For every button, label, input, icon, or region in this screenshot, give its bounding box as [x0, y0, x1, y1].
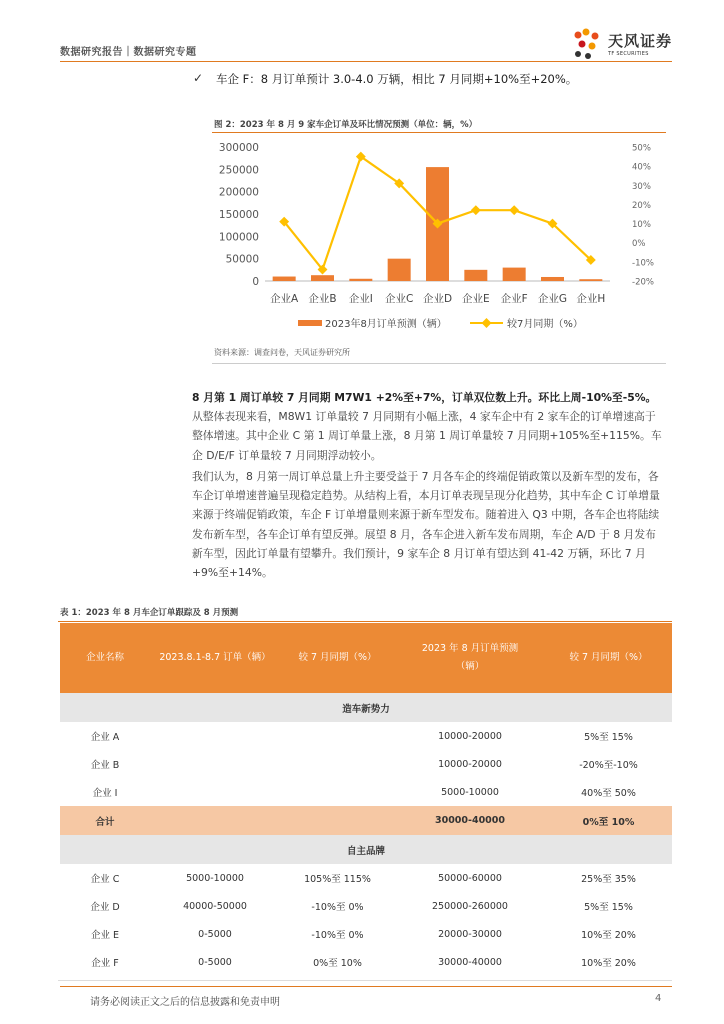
left-axis-tick-label: 50000 [225, 253, 259, 266]
cell: 10%至 20% [581, 930, 636, 941]
cell: 企业 A [90, 732, 120, 743]
table-row [60, 778, 672, 806]
left-axis-tick-label: 200000 [218, 186, 259, 199]
left-axis-tick-label: 0 [252, 276, 259, 288]
bar [503, 268, 526, 281]
table-title: 表 1：2023 年 8 月车企订单跟踪及 8 月预测 [60, 608, 239, 618]
cell: 合计 [60, 806, 150, 835]
cell: 40%至 50% [581, 788, 636, 799]
cell: 105%至 115% [304, 874, 371, 885]
cell: 50000-60000 [438, 872, 502, 884]
cell: -10%至 0% [311, 902, 364, 913]
right-axis-tick-label: 0% [632, 239, 646, 250]
cell: 0-5000 [198, 928, 232, 940]
header-cell: 企业名称 [60, 623, 150, 693]
category-label: 企业D [422, 293, 453, 305]
figure-title: 图 2：2023 年 8 月 9 家车企订单及环比情况预测（单位：辆，%） [214, 120, 478, 130]
cell: 企业 E [90, 930, 120, 941]
right-axis-tick-label: 40% [632, 162, 651, 173]
cell [150, 778, 280, 806]
cell: 企业 C [90, 874, 120, 885]
category-label: 企业A [270, 293, 299, 305]
bar [579, 279, 602, 281]
report-type-header: 数据研究报告｜数据研究专题 [60, 47, 197, 58]
table-header-row [60, 623, 672, 693]
header-cell-text: 2023 年 8 月订单预测（辆） [421, 643, 519, 672]
bar [464, 270, 487, 281]
right-axis-tick-label: -20% [632, 277, 654, 288]
cell: 40000-50000 [183, 900, 247, 912]
line-point [509, 205, 519, 215]
bar [541, 277, 564, 281]
header-cell: 较 7 月同期（%） [280, 623, 395, 693]
paragraph-weekly-orders [192, 388, 666, 465]
legend-swatch-bar [298, 320, 322, 326]
left-axis-tick-label: 100000 [218, 231, 259, 244]
category-label: 企业C [384, 293, 414, 305]
cell [150, 806, 280, 835]
category-label: 企业H [576, 293, 606, 305]
legend-label: 较7月同期（%） [507, 319, 583, 330]
table-row [60, 948, 672, 976]
cell: 企业 I [92, 788, 118, 799]
section-row [60, 835, 672, 864]
cell [150, 750, 280, 778]
cell [280, 778, 395, 806]
cell: 企业 D [90, 902, 120, 913]
section-label: 造车新势力 [60, 693, 672, 722]
logo-subtext: TF SECURITIES [608, 51, 649, 57]
table-row [60, 892, 672, 920]
section-row [60, 693, 672, 722]
footer-disclaimer: 请务必阅读正文之后的信息披露和免责申明 [90, 997, 280, 1008]
cell: 0%至 10% [545, 806, 672, 835]
paragraph-body: 从整体表现来看，M8W1 订单量较 7 月同期有小幅上涨，4 家车企中有 2 家车企的订单增速高于整体增速。其中企业 C 第 1 周订单量上涨，8 月第 1 周订单量较 7 月同期+105%至+115%。车企 D/E/F 订单量较 7 月同期浮动较小。 [192, 410, 662, 462]
table-row [60, 750, 672, 778]
right-axis-tick-label: 10% [632, 220, 651, 231]
paragraph-outlook: 我们认为，8 月第一周订单总量上升主要受益于 7 月各车企的终端促销政策以及新车型的发布，各车企订单增速普遍呈现稳定趋势。从结构上看，本月订单表现呈现分化趋势，其中车企 C 订单增量来源于终端促销政策，车企 F 订单增量则来源于新车型发布。随着进入 Q3 中期，各车企也将陆续发布新车型，各车企订单有望反弹。展望 8 月，各车企进入新车发布周期，车企 A/D 于 8 月发布新车型，因此订单量有望攀升。我们预计，9 家车企 8 月订单有望达到 41-42 万辆，环比 7 月+9%至+14%。 [192, 470, 660, 580]
figure-bottom-divider [212, 363, 666, 364]
cell: 25%至 35% [581, 874, 636, 885]
cell: 企业 F [91, 958, 119, 969]
category-label: 企业B [308, 293, 337, 305]
cell: 5000-10000 [441, 786, 499, 798]
figure-source: 资料来源：调查问卷，天风证券研究所 [214, 348, 350, 357]
left-axis-tick-label: 250000 [218, 164, 259, 177]
paragraph-lead: 8 月第 1 周订单较 7 月同期 M7W1 +2%至+7%，订单双位数上升。环比上周-10%至-5%。 [192, 391, 657, 404]
footer-divider [60, 986, 672, 987]
table-bottom-divider [58, 980, 672, 981]
table-row [60, 864, 672, 892]
bar [388, 259, 411, 281]
right-axis-tick-label: 30% [632, 181, 651, 192]
cell: 5000-10000 [186, 872, 244, 884]
category-label: 企业E [462, 293, 490, 305]
legend-swatch-marker [482, 318, 492, 328]
cell: 0%至 10% [313, 958, 362, 969]
header-cell: 较 7 月同期（%） [545, 623, 672, 693]
cell: 10%至 20% [581, 958, 636, 969]
table-row [60, 920, 672, 948]
bar [349, 279, 372, 281]
line-point [471, 205, 481, 215]
header-cell [395, 623, 545, 693]
legend-label: 2023年8月订单预测（辆） [325, 319, 447, 330]
category-label: 企业I [348, 293, 373, 305]
logo-text: 天风证券 [608, 32, 673, 50]
cell [280, 722, 395, 750]
figure-title-divider [212, 132, 666, 133]
header-cell: 2023.8.1-8.7 订单（辆） [150, 623, 280, 693]
table-title-divider [58, 621, 672, 622]
check-icon: ✓ [193, 71, 204, 85]
header-divider [60, 61, 672, 62]
cell: 250000-260000 [432, 900, 508, 912]
table-row [60, 722, 672, 750]
cell: 20000-30000 [438, 928, 502, 940]
cell: 5%至 15% [584, 902, 633, 913]
bar [273, 277, 296, 281]
cell: 5%至 15% [584, 732, 633, 743]
bar [311, 275, 334, 281]
orders-chart [205, 135, 665, 345]
cell: 企业 B [90, 760, 120, 771]
right-axis-tick-label: -10% [632, 258, 654, 269]
right-axis-tick-label: 50% [632, 143, 651, 154]
category-label: 企业F [500, 293, 528, 305]
cell: -10%至 0% [311, 930, 364, 941]
cell: 0-5000 [198, 956, 232, 968]
page-number: 4 [655, 993, 662, 1004]
cell: 10000-20000 [438, 758, 502, 770]
right-axis-tick-label: 20% [632, 200, 651, 211]
cell [280, 750, 395, 778]
cell: 10000-20000 [438, 730, 502, 742]
cell: 30000-40000 [438, 956, 502, 968]
section-label: 自主品牌 [60, 835, 672, 864]
cell: -20%至-10% [579, 760, 638, 771]
left-axis-tick-label: 300000 [218, 142, 259, 154]
cell: 30000-40000 [395, 806, 545, 835]
total-row [60, 806, 672, 835]
cell [150, 722, 280, 750]
bullet-text: 车企 F：8 月订单预计 3.0-4.0 万辆，相比 7 月同期+10%至+20%。 [216, 72, 578, 86]
left-axis-tick-label: 150000 [218, 209, 259, 221]
orders-table [60, 623, 672, 976]
category-label: 企业G [537, 293, 568, 305]
cell [280, 806, 395, 835]
